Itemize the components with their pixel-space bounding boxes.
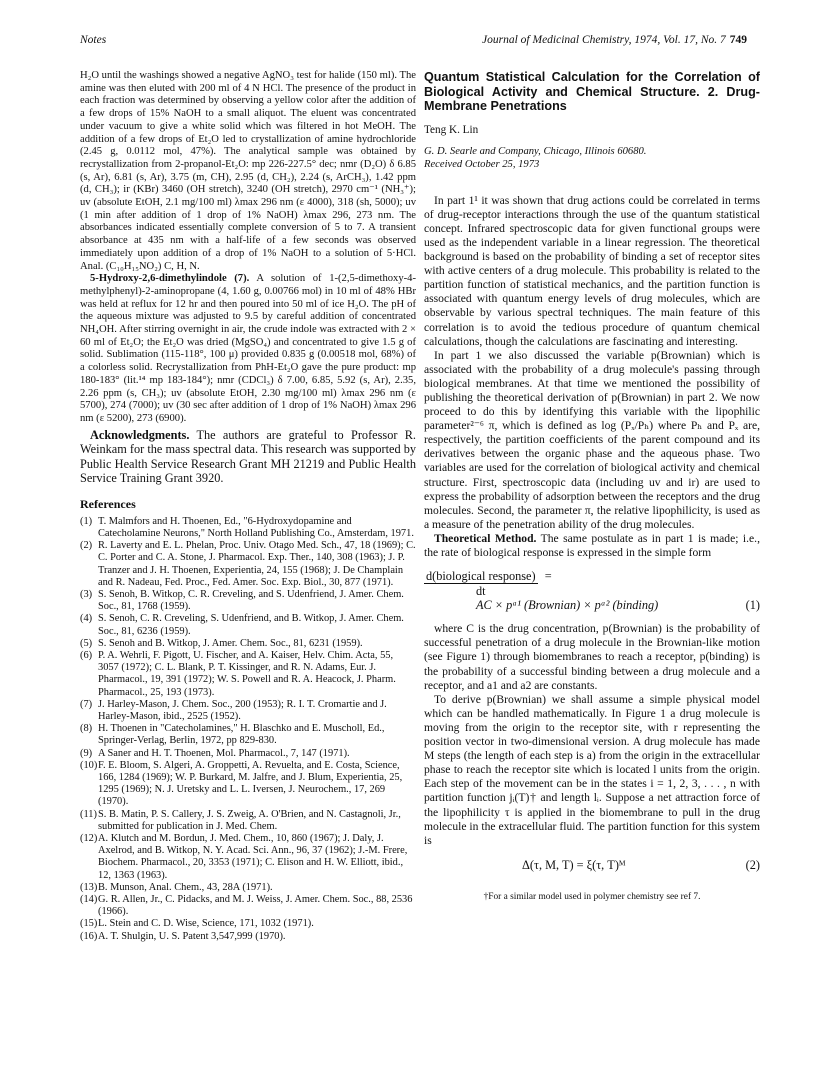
reference-text: S. Senoh, C. R. Creveling, S. Udenfriend, and B. Witkop, J. Amer. Chem. Soc., 81, 6236 (1959).	[98, 613, 404, 637]
reference-item	[80, 748, 416, 760]
acknowledgments-heading: Acknowledgments.	[90, 427, 190, 442]
reference-item	[80, 931, 416, 943]
reference-number: (15)	[80, 918, 98, 930]
article-body	[424, 194, 760, 904]
reference-number: (5)	[80, 637, 93, 649]
indole-synthesis-paragraph	[80, 273, 416, 425]
reference-number: (3)	[80, 588, 93, 600]
equation-2-body: Δ(τ, M, T) = ξ(τ, T)ᴹ	[522, 857, 626, 872]
reference-text: L. Stein and C. D. Wise, Science, 171, 1032 (1971).	[98, 918, 314, 930]
reference-number: (11)	[80, 808, 97, 820]
reference-item	[80, 833, 416, 882]
reference-number: (6)	[80, 650, 93, 661]
reference-text: R. Laverty and E. L. Phelan, Proc. Univ. Otago Med. Sch., 47, 18 (1969); C. C. Porter and C. A. Stone, J. Pharmacol. Exp. Ther., 140, 308 (1963); J. P. Tranzer and J. H. Thoenen, Experientia, 24, 155 (1968); J. De Champlain and R. Nadeau, Fed. Proc., Fed. Amer. Soc. Exp. Biol., 30, 877 (1971).	[98, 540, 416, 588]
equation-1-equals: =	[544, 569, 552, 584]
reference-item	[80, 589, 416, 613]
reference-text: J. Harley-Mason, J. Chem. Soc., 200 (1953); R. I. T. Cromartie and J. Harley-Mason, ibid., 2525 (1952).	[98, 698, 387, 723]
equation-1-numerator: d(biological response)	[426, 569, 536, 584]
reference-number: (2)	[80, 540, 93, 552]
equation-1-rhs: AC × pᵃ¹ (Brownian) × pᵃ² (binding)	[476, 598, 659, 613]
equation-1-denominator: dt	[476, 584, 486, 599]
left-column	[80, 70, 416, 943]
article-title: Quantum Statistical Calculation for the Correlation of Biological Activity and Chemical Structure. 2. Drug-Membrane Penetrations	[424, 70, 760, 114]
equation-1	[424, 569, 760, 616]
equation-1-fraction	[424, 569, 538, 598]
reference-item	[80, 894, 416, 918]
equation-1-number: (1)	[745, 598, 760, 613]
acknowledgments	[80, 428, 416, 486]
reference-number: (16)	[80, 930, 98, 942]
reference-number: (7)	[80, 698, 93, 710]
reference-text: T. Malmfors and H. Thoenen, Ed., "6-Hydroxydopamine and Catecholamine Neurons," North Holland Publishing Co., Amsterdam, 1971.	[98, 515, 414, 539]
section-heading: Theoretical Method.	[434, 531, 537, 545]
reference-number: (12)	[80, 833, 98, 845]
reference-text: F. E. Bloom, S. Algeri, A. Groppetti, A. Revuelta, and E. Costa, Science, 166, 1284 (1969); W. P. Burkard, M. Jalfre, and J. Blum, Experientia, 25, 1295 (1969); N. J. Uretsky and L. L. Iversen, J. Neurochem., 17, 269 (1970).	[98, 759, 403, 808]
reference-item	[80, 723, 416, 747]
page-number: 749	[729, 34, 747, 46]
reference-number: (10)	[80, 759, 98, 771]
model-paragraph: To derive p(Brownian) we shall assume a simple physical model which can be handled mathematically. In Figure 1 a drug molecule is moving from the origin to the receptor site, with r representing the position vector in two-dimensional version. A drug molecule has made M steps (the length of each step is a) from the origin in the extracellular phase to reach the receptor site which is located l units from the origin. Each step of the movement can be in the states i = 1, 2, 3, . . . , n with partition function jᵢ(T)† and length lᵢ. Suppose a net attraction force of the lipophilicity τ is applied in the biomembrane to pull in the drug molecule in the extracellular fluid. The partition function for this system is	[424, 692, 760, 847]
reference-item	[80, 540, 416, 589]
theoretical-method-paragraph	[424, 532, 760, 560]
reference-text: H. Thoenen in "Catecholamines," H. Blaschko and E. Muscholl, Ed., Springer-Verlag, Berlin, 1972, pp 829-830.	[98, 723, 385, 747]
reference-item	[80, 650, 416, 699]
reference-number: (9)	[80, 747, 93, 759]
references-list	[80, 516, 416, 943]
received-date: Received October 25, 1973	[424, 159, 540, 171]
definitions-paragraph: where C is the drug concentration, p(Brownian) is the probability of successful penetration of a drug molecule in the Brownian-like motion (see Figure 1) through biomembranes to reach a receptor, p(binding) is the probability of a successful binding between a drug molecule and a receptor, and a1 and a2 are constants.	[424, 622, 760, 692]
acknowledgments-text: The authors are grateful to Professor R. Weinkam for the mass spectral data. This research was supported by Public Health Service Research Grant MH 21219 and Public Health Service Training Grant 3920.	[80, 427, 416, 486]
reference-item	[80, 516, 416, 540]
reference-number: (13)	[80, 881, 98, 893]
reference-text: A. T. Shulgin, U. S. Patent 3,547,999 (1970).	[98, 930, 286, 942]
right-column	[424, 70, 760, 904]
reference-item	[80, 638, 416, 650]
indole-synthesis-text: A solution of 1-(2,5-dimethoxy-4-methylphenyl)-2-aminopropane (4, 1.60 g, 0.00766 mol) in 10 ml of 48% HBr was held at reflux for 12 hr and then poured into 50 ml of ice H₂O. The pH of the aqueous mixture was adjusted to 9.5 by careful addition of concentrated NH₄OH. After stirring overnight in air, the crude indole was extracted with 2 × 60 ml of Et₂O; the Et₂O was dried (MgSO₄) and concentrated to give 1.5 g of solid. Sublimation (115-118°, 100 μ) provided 0.835 g (0.00518 mol, 68%) of a colorless solid. Recrystallization from PhH-Et₂O gave the pure product: mp 180-183° (lit.¹⁴ mp 183-184°); nmr (CDCl₃) δ 7.00, 6.85, 5.92 (s, Ar), 2.35, 2.26 ppm (s, CH₃); uv (absolute EtOH, 2.30 mg/100 ml) λmax 296 nm (ε 5700), 274 (7000); uv (30 sec after addition of 1 drop of 1% NaOH) λmax 296 nm (ε 5200), 273 (6900).	[80, 273, 416, 424]
theoretical-method-text: The same postulate as in part 1 is made; i.e., the rate of biological response is expressed in the simple form	[424, 531, 760, 560]
footnote: †For a similar model used in polymer chemistry see ref 7.	[483, 891, 701, 902]
reference-text: P. A. Wehrli, F. Pigott, U. Fischer, and A. Kaiser, Helv. Chim. Acta, 55, 3057 (1972); C. L. Blank, P. T. Kissinger, and R. N. Adams, Eur. J. Pharmacol., 19, 391 (1972); W. S. Powell and R. A. Heacock, J. Pharm. Pharmacol., 25, 193 (1973).	[98, 650, 396, 698]
intro-paragraph: In part 1¹ it was shown that drug actions could be correlated in terms of drug-receptor interactions through the use of the quantum statistical concept. Infrared spectroscopic data for given functional groups were used as the independent variable in a linear regression. The theoretical background is based on the probability of binding a set of receptor sites with active centers of a drug molecule. This probability is related to the partition function of statistical mechanics, and the partition function is associated with quantum energy levels of drug molecules, which are observable by various spectral techniques. The main feature of this correlation is to avoid the tedious procedure of quantum chemical calculations, though the calculations are fascinating and interesting.	[424, 193, 760, 348]
reference-text: S. Senoh, B. Witkop, C. R. Creveling, and S. Udenfriend, J. Amer. Chem. Soc., 81, 1768 (1959).	[98, 588, 404, 613]
equation-2-number: (2)	[745, 857, 760, 872]
reference-text: B. Munson, Anal. Chem., 43, 28A (1971).	[98, 881, 273, 893]
reference-item	[80, 760, 416, 809]
experimental-paragraph: H₂O until the washings showed a negative AgNO₃ test for halide (150 ml). The amine was then eluted with 200 ml of 4 N HCl. The presence of the product in each fraction was determined by observing a yellow color after the addition of a few drops of 15% NaOH to a small aliquot. The eluent was concentrated under vacuum to give a white solid which was filtered in hot MeOH. The addition of a few drops of Et₂O led to crystallization of amine hydrochloride (2.45 g, 0.0112 mol, 47%). The analytical sample was obtained by recrystallization from 2-propanol-Et₂O: mp 226-227.5° dec; nmr (D₂O) δ 6.85 (s, Ar), 6.81 (s, Ar), 3.75 (m, CH), 2.95 (d, CH₂), 2.24 (s, ArCH₃), 1.42 ppm (d, CH₃); ir (KBr) 3460 (OH stretch), 3240 (OH stretch), 2970 cm⁻¹ (NH₃⁺); uv (absolute EtOH, 2.1 mg/100 ml) λmax 296 nm (ε 4000), 318 (sh, 5000); uv (1 min after addition of 1 drop of 1% NaOH) λmax 296, 273 nm. The absorbances indicated essentially complete conversion of 5 to 7. A transient absorbance at 435 nm with a half-life of a few seconds was observed immediately upon addition of a drop of 1% NaOH to a solution of 5·HCl. Anal. (C₁₀H₁₅NO₂) C, H, N.	[80, 70, 416, 272]
equation-1-rhs-line	[424, 598, 760, 616]
author-affiliation	[424, 146, 760, 171]
equation-2	[424, 858, 760, 876]
reference-number: (14)	[80, 894, 98, 906]
running-header-left: Notes	[80, 34, 107, 46]
affiliation-line: G. D. Searle and Company, Chicago, Illinois 60680.	[424, 146, 647, 158]
reference-number: (4)	[80, 613, 93, 625]
journal-citation: Journal of Medicinal Chemistry, 1974, Vol. 17, No. 7	[482, 34, 726, 46]
reference-number: (1)	[80, 515, 93, 527]
reference-item	[80, 882, 416, 894]
brownian-paragraph: In part 1 we also discussed the variable p(Brownian) which is associated with the probability of a drug molecule's passing through biological membranes. At that time we mentioned the possibility of publishing the theoretical derivation of p(Brownian) in part 2. We now proceed to do this by identifying this variable with the lipophilic parameter²⁻⁶ π, which is defined as log (Pₓ/Pₕ) where Pₕ and Pₓ are, respectively, the partition coefficients of the parent compound and its derivatives between the organic phase and the aqueous phase. Two variables are used for the correlation of biological activity and chemical structure. First, spectroscopic data (including uv and ir) are used to express the probability of adsorption between the receptors and the drug molecules. Second, the parameter π, the relative lipophilicity, is used as a measure of the penetration ability of the drug molecules.	[424, 348, 760, 531]
reference-item	[80, 699, 416, 723]
running-header-right	[482, 34, 747, 46]
reference-item	[80, 809, 416, 833]
reference-item	[80, 918, 416, 930]
article-author: Teng K. Lin	[424, 123, 479, 136]
reference-text: S. B. Matin, P. S. Callery, J. S. Zweig, A. O'Brien, and N. Castagnoli, Jr., submitted for publication in J. Med. Chem.	[98, 808, 401, 832]
reference-number: (8)	[80, 723, 93, 735]
reference-text: S. Senoh and B. Witkop, J. Amer. Chem. Soc., 81, 6231 (1959).	[98, 637, 363, 649]
reference-text: A. Klutch and M. Bordun, J. Med. Chem., 10, 860 (1967); J. Daly, J. Axelrod, and B. Witkop, N. Y. Acad. Sci. Ann., 96, 37 (1962); J.-M. Frere, Biochem. Pharmacol., 20, 3353 (1971); C. Elison and H. W. Elliott, ibid., 12, 1363 (1963).	[98, 833, 408, 881]
compound-heading: 5-Hydroxy-2,6-dimethylindole (7).	[90, 273, 250, 285]
reference-item	[80, 613, 416, 637]
reference-text: G. R. Allen, Jr., C. Pidacks, and M. J. Weiss, J. Amer. Chem. Soc., 88, 2536 (1966).	[98, 894, 413, 918]
reference-text: A Saner and H. T. Thoenen, Mol. Pharmacol., 7, 147 (1971).	[98, 747, 350, 759]
references-heading: References	[80, 497, 136, 512]
